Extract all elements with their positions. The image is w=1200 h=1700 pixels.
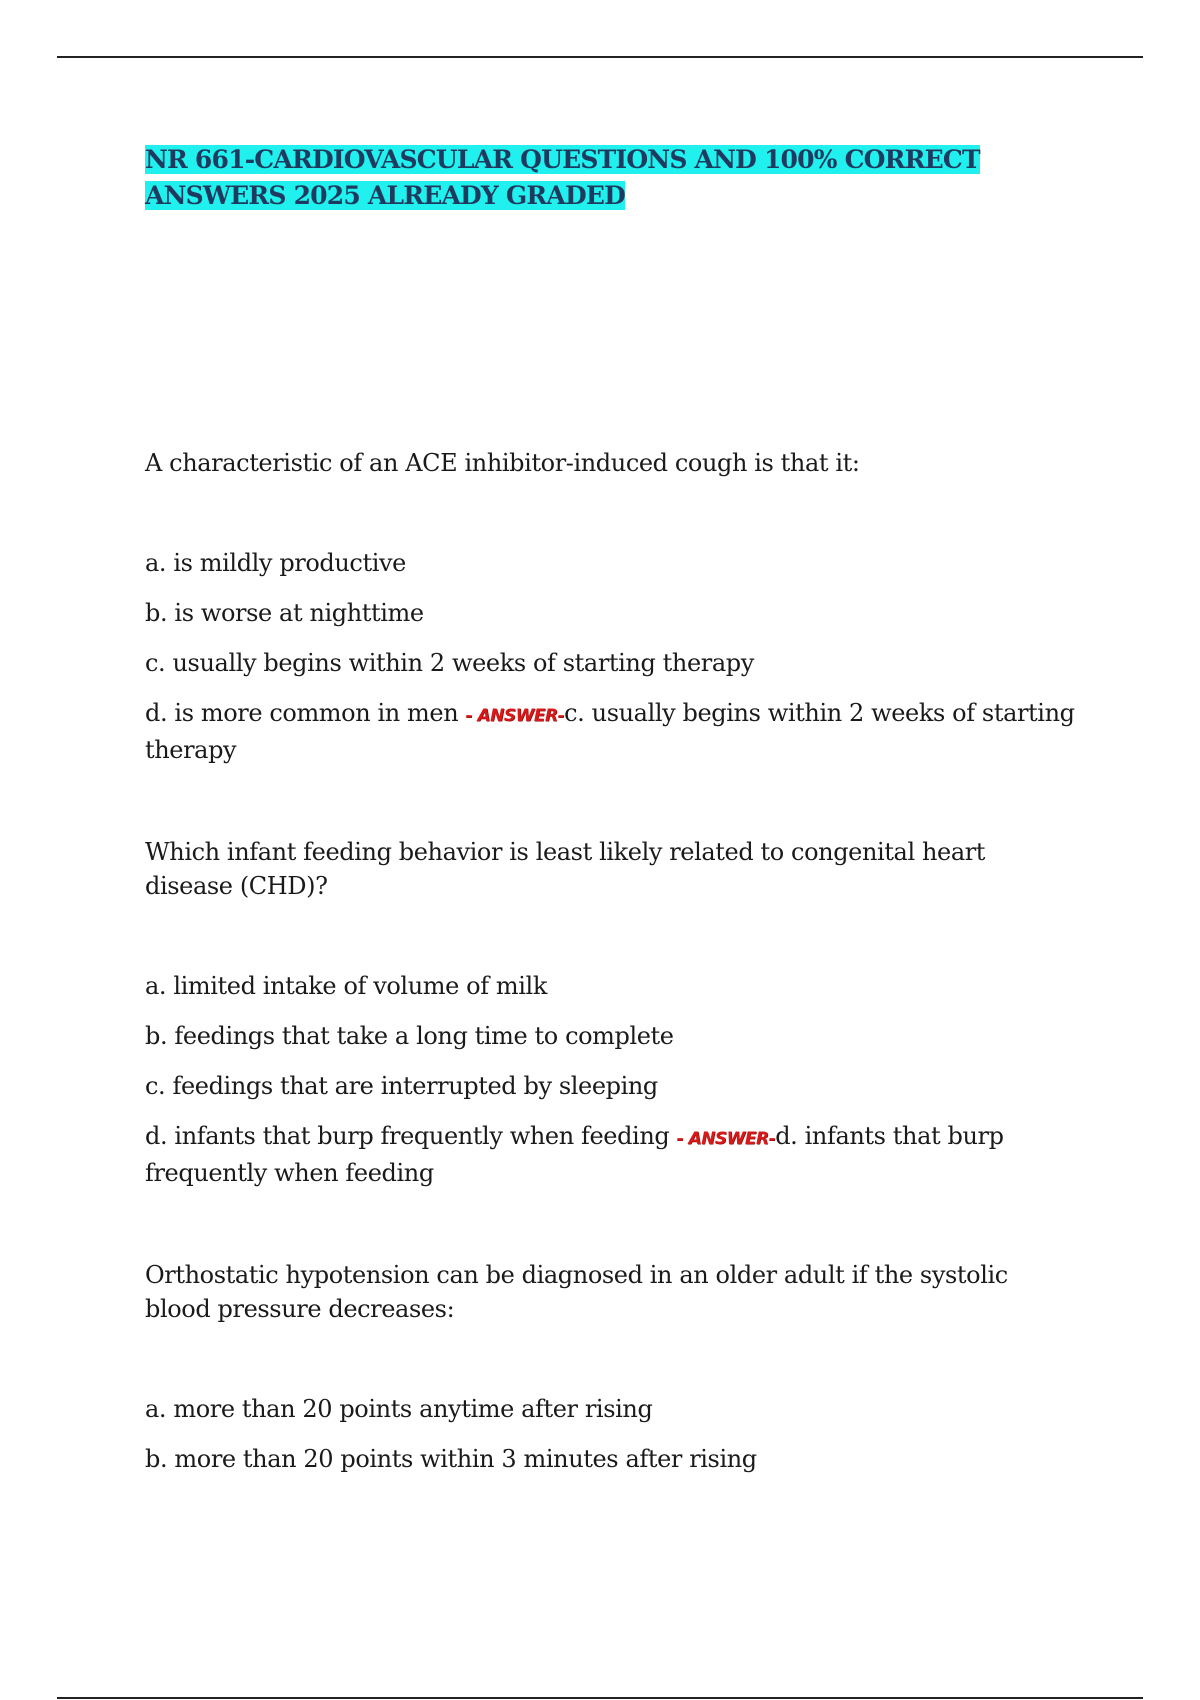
answer-label: - ANSWER-: [676, 1129, 776, 1149]
question-2-option-b: b. feedings that take a long time to complete: [145, 1022, 674, 1050]
question-1-option-b: b. is worse at nighttime: [145, 599, 424, 627]
question-2-answer: d. infants that burp frequently when feeding: [145, 1122, 1004, 1187]
question-1-option-d: d. is more common in men: [145, 699, 466, 727]
question-2-options: [145, 969, 1075, 1190]
question-1-answer: c. usually begins within 2 weeks of starting therapy: [145, 699, 1075, 764]
question-2-option-a: a. limited intake of volume of milk: [145, 972, 547, 1000]
top-rule: [57, 56, 1143, 58]
document-body: [145, 142, 1075, 1492]
question-3-option-b: b. more than 20 points within 3 minutes after rising: [145, 1445, 757, 1473]
question-1-stem: A characteristic of an ACE inhibitor-induced cough is that it:: [145, 449, 860, 477]
question-2-stem: Which infant feeding behavior is least likely related to congenital heart disease (CHD)?: [145, 838, 986, 900]
document-title-text: NR 661-CARDIOVASCULAR QUESTIONS AND 100% CORRECT ANSWERS 2025 ALREADY GRADED: [145, 145, 980, 210]
question-2-option-d: d. infants that burp frequently when feeding: [145, 1122, 677, 1150]
document-title: [145, 142, 1075, 214]
question-2-option-c: c. feedings that are interrupted by sleeping: [145, 1072, 658, 1100]
bottom-rule: [57, 1697, 1143, 1699]
question-1-option-a: a. is mildly productive: [145, 549, 406, 577]
question-1-option-d-with-answer: [145, 696, 1075, 767]
answer-label: - ANSWER-: [465, 706, 565, 726]
question-3-options: [145, 1392, 1075, 1476]
question-1-options: [145, 546, 1075, 767]
question-2-option-d-with-answer: [145, 1119, 1075, 1190]
question-1-option-c: c. usually begins within 2 weeks of starting therapy: [145, 649, 754, 677]
question-3-option-a: a. more than 20 points anytime after rising: [145, 1395, 653, 1423]
question-3-stem: Orthostatic hypotension can be diagnosed in an older adult if the systolic blood pressure decreases:: [145, 1261, 1008, 1323]
